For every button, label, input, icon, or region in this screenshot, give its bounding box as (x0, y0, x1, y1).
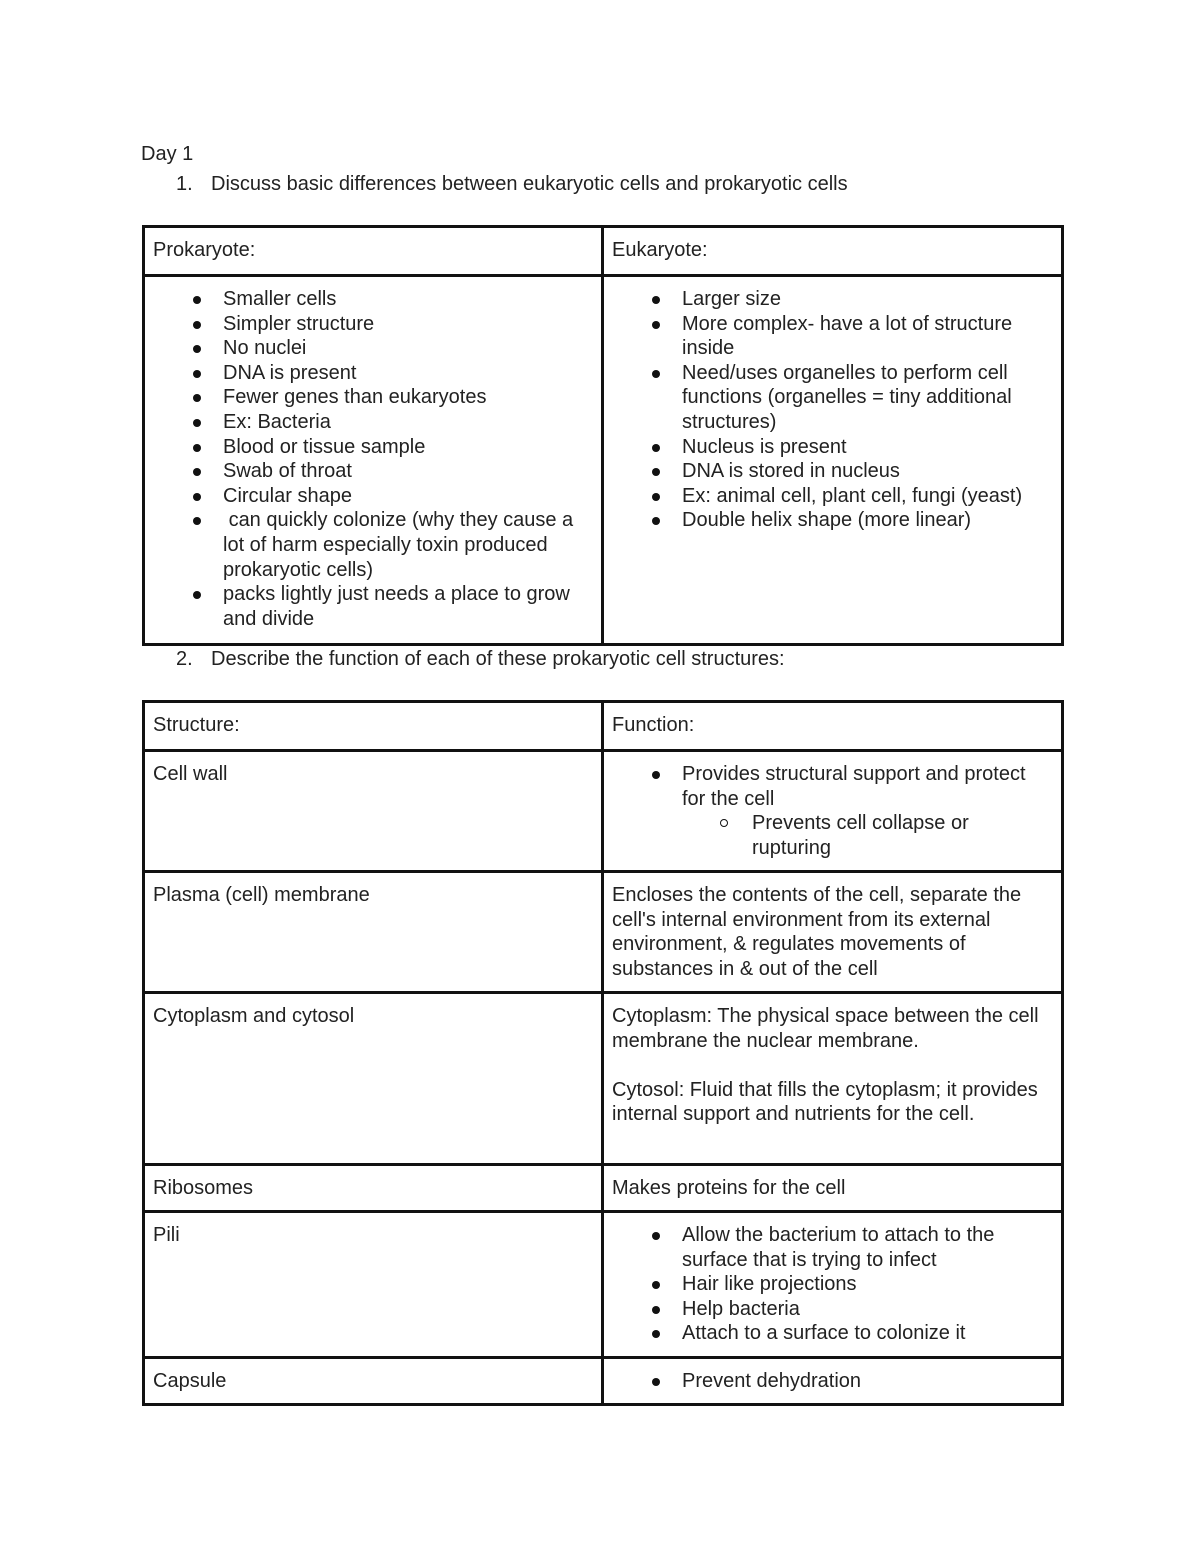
eukaryote-list (612, 287, 1053, 533)
function-list (612, 762, 1053, 860)
cytosol-paragraph: Cytosol: Fluid that fills the cytoplasm; it provides internal support and nutrients for the cell. (612, 1078, 1038, 1126)
structure-cell: Plasma (cell) membrane (144, 872, 603, 993)
function-cell (603, 1212, 1063, 1358)
function-cell: Makes proteins for the cell (603, 1165, 1063, 1212)
list-item: Double helix shape (more linear) (612, 508, 1053, 533)
list-item: Attach to a surface to colonize it (612, 1321, 1053, 1346)
question-2 (176, 647, 785, 671)
list-item: Fewer genes than eukaryotes (153, 385, 593, 410)
question-1 (176, 172, 848, 196)
structure-header: Structure: (144, 702, 603, 751)
list-item: can quickly colonize (why they cause a lot of harm especially toxin produced prokaryotic cells) (153, 508, 593, 582)
structure-cell: Cytoplasm and cytosol (144, 993, 603, 1165)
list-item: Hair like projections (612, 1272, 1053, 1297)
structure-cell: Ribosomes (144, 1165, 603, 1212)
structure-cell: Cell wall (144, 751, 603, 872)
list-item: Swab of throat (153, 459, 593, 484)
list-item: Circular shape (153, 484, 593, 509)
structure-cell: Capsule (144, 1358, 603, 1405)
list-item (612, 762, 1053, 860)
list-item: Larger size (612, 287, 1053, 312)
list-item: Smaller cells (153, 287, 593, 312)
function-cell (603, 993, 1063, 1165)
question-1-text: Discuss basic differences between eukaryotic cells and prokaryotic cells (211, 173, 848, 195)
question-2-number: 2. (176, 648, 193, 670)
table-header-row (144, 702, 1063, 751)
prokaryote-eukaryote-table (142, 225, 1064, 646)
function-cell: Encloses the contents of the cell, separate the cell's internal environment from its external environment, & regulates movements of substances in & out of the cell (603, 872, 1063, 993)
list-item: Help bacteria (612, 1297, 1053, 1322)
table-row (144, 751, 1063, 872)
list-item: No nuclei (153, 336, 593, 361)
structure-cell: Pili (144, 1212, 603, 1358)
eukaryote-cell (603, 276, 1063, 645)
list-item: Ex: animal cell, plant cell, fungi (yeast) (612, 484, 1053, 509)
list-item: Nucleus is present (612, 435, 1053, 460)
table-row (144, 276, 1063, 645)
prokaryote-list (153, 287, 593, 631)
sub-list (682, 811, 1053, 860)
list-item: Ex: Bacteria (153, 410, 593, 435)
table-row (144, 872, 1063, 993)
question-1-number: 1. (176, 173, 193, 195)
list-item: DNA is stored in nucleus (612, 459, 1053, 484)
prokaryote-header: Prokaryote: (144, 227, 603, 276)
function-list (612, 1369, 1053, 1394)
function-cell (603, 751, 1063, 872)
list-item: packs lightly just needs a place to grow and divide (153, 582, 593, 631)
structure-function-table (142, 700, 1064, 1406)
list-item: Prevent dehydration (612, 1369, 1053, 1394)
list-item: Need/uses organelles to perform cell functions (organelles = tiny additional structures) (612, 361, 1053, 435)
table-row (144, 1212, 1063, 1358)
eukaryote-header: Eukaryote: (603, 227, 1063, 276)
function-cell (603, 1358, 1063, 1405)
question-2-text: Describe the function of each of these prokaryotic cell structures: (211, 648, 785, 670)
list-item: Allow the bacterium to attach to the surface that is trying to infect (612, 1223, 1053, 1272)
list-item: Blood or tissue sample (153, 435, 593, 460)
list-item: DNA is present (153, 361, 593, 386)
table-row (144, 1165, 1063, 1212)
sub-list-item: Prevents cell collapse or rupturing (682, 811, 1053, 860)
list-item: Simpler structure (153, 312, 593, 337)
cytoplasm-paragraph: Cytoplasm: The physical space between the cell membrane the nuclear membrane. (612, 1005, 1039, 1052)
table-row (144, 1358, 1063, 1405)
function-list (612, 1223, 1053, 1346)
prokaryote-cell (144, 276, 603, 645)
list-item: More complex- have a lot of structure inside (612, 312, 1053, 361)
page-title: Day 1 (141, 143, 194, 165)
function-header: Function: (603, 702, 1063, 751)
list-item-text: Provides structural support and protect for the cell (682, 763, 1026, 810)
table-header-row (144, 227, 1063, 276)
table-row (144, 993, 1063, 1165)
